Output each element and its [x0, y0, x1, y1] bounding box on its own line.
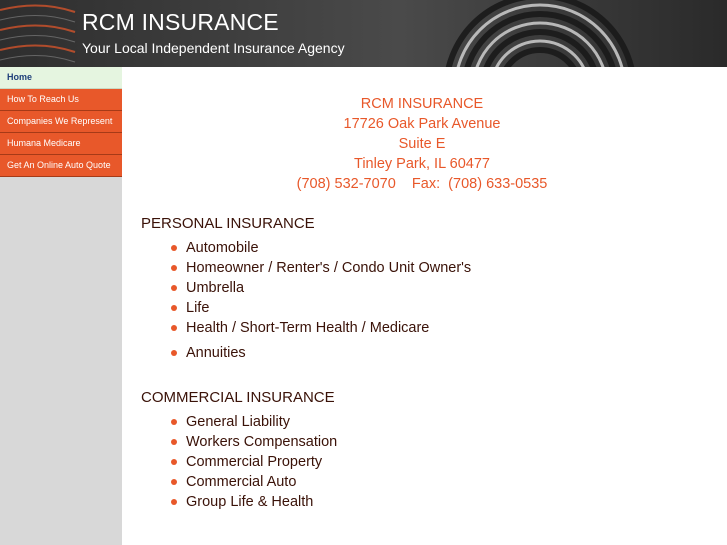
- list-item: Health / Short-Term Health / Medicare: [170, 318, 471, 338]
- list-item: Workers Compensation: [170, 432, 337, 452]
- bullet-icon: [171, 305, 177, 311]
- list-item: Commercial Property: [170, 452, 337, 472]
- site-header: [0, 0, 727, 67]
- agency-name: RCM INSURANCE: [360, 96, 484, 112]
- nav-item-home[interactable]: Home: [0, 67, 122, 89]
- suite: Suite E: [398, 136, 446, 152]
- commercial-insurance-list: [170, 412, 337, 512]
- site-title: RCM INSURANCE: [82, 9, 279, 35]
- nav-item-humana-medicare[interactable]: Humana Medicare: [0, 133, 122, 155]
- bullet-icon: [171, 325, 177, 331]
- bullet-icon: [171, 479, 177, 485]
- personal-insurance-list: [170, 238, 471, 363]
- main-content: [122, 67, 727, 545]
- bullet-icon: [171, 285, 177, 291]
- list-item: Umbrella: [170, 278, 471, 298]
- bullet-icon: [171, 350, 177, 356]
- phone-fax: (708) 532-7070 Fax: (708) 633-0535: [296, 176, 548, 192]
- commercial-insurance-heading: COMMERCIAL INSURANCE: [141, 389, 335, 406]
- bullet-icon: [171, 459, 177, 465]
- sidebar-nav: [0, 67, 122, 545]
- site-tagline: Your Local Independent Insurance Agency: [82, 40, 345, 56]
- list-item: Group Life & Health: [170, 492, 337, 512]
- street-address: 17726 Oak Park Avenue: [343, 116, 501, 132]
- list-item: Automobile: [170, 238, 471, 258]
- bullet-icon: [171, 419, 177, 425]
- bullet-icon: [171, 265, 177, 271]
- list-item: Annuities: [170, 343, 471, 363]
- bullet-icon: [171, 439, 177, 445]
- list-item: Homeowner / Renter's / Condo Unit Owner's: [170, 258, 471, 278]
- personal-insurance-heading: PERSONAL INSURANCE: [141, 215, 315, 232]
- contact-block: [122, 94, 722, 194]
- nav-item-how-to-reach-us[interactable]: How To Reach Us: [0, 89, 122, 111]
- nav-item-companies-we-represent[interactable]: Companies We Represent: [0, 111, 122, 133]
- list-item: Commercial Auto: [170, 472, 337, 492]
- list-item: Life: [170, 298, 471, 318]
- bullet-icon: [171, 499, 177, 505]
- city-state-zip: Tinley Park, IL 60477: [354, 156, 490, 172]
- nav-item-online-auto-quote[interactable]: Get An Online Auto Quote: [0, 155, 122, 177]
- list-item: General Liability: [170, 412, 337, 432]
- bullet-icon: [171, 245, 177, 251]
